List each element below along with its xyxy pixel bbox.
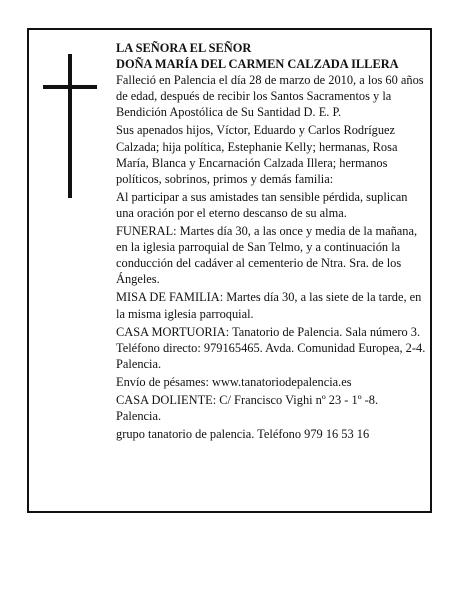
cross-icon xyxy=(43,54,97,198)
heading-title: LA SEÑORA EL SEÑOR xyxy=(116,41,252,55)
mourning-house-address: CASA DOLIENTE: C/ Francisco Vighi nº 23 - 1º -8. Palencia. xyxy=(116,392,379,424)
family-mass-info: MISA DE FAMILIA: Martes día 30, a las siete de la tarde, en la misma iglesia parroquial. xyxy=(116,290,422,321)
prayer-request: Al participar a sus amistades tan sensible pérdida, suplican una oración por el eterno descanso de su alma. xyxy=(116,189,408,220)
funeral-group-phone: grupo tanatorio de palencia. Teléfono 979 16 53 16 xyxy=(116,427,370,442)
cross-vertical-bar xyxy=(68,54,72,198)
condolences-website: Envío de pésames: www.tanatoriodepalencia.es xyxy=(116,374,352,389)
obituary-text xyxy=(116,40,426,444)
deceased-name: DOÑA MARÍA DEL CARMEN CALZADA ILLERA xyxy=(116,57,399,72)
funeral-info: FUNERAL: Martes día 30, a las once y media de la mañana, en la iglesia parroquial de San Telmo, y a continuación la conducción del cadáver al cementerio de Ntra. Sra. de los Ángeles. xyxy=(116,224,418,287)
cross-horizontal-bar xyxy=(43,85,97,89)
obituary-frame xyxy=(27,28,432,513)
funeral-home-info: CASA MORTUORIA: Tanatorio de Palencia. Sala número 3. Teléfono directo: 979165465. Avda. Comunidad Europea, 2-4. Palencia. xyxy=(116,324,426,371)
death-announcement: Falleció en Palencia el día 28 de marzo de 2010, a los 60 años de edad, después de recibir los Santos Sacramentos y la Bendición Apostólica de Su Santidad D. E. P. xyxy=(116,73,424,120)
family-list: Sus apenados hijos, Víctor, Eduardo y Carlos Rodríguez Calzada; hija política, Estephanie Kelly; hermanas, Rosa María, Blanca y Encarnación Calzada Illera; hermanos políticos, sobrinos, primos y demás familia: xyxy=(116,123,398,186)
